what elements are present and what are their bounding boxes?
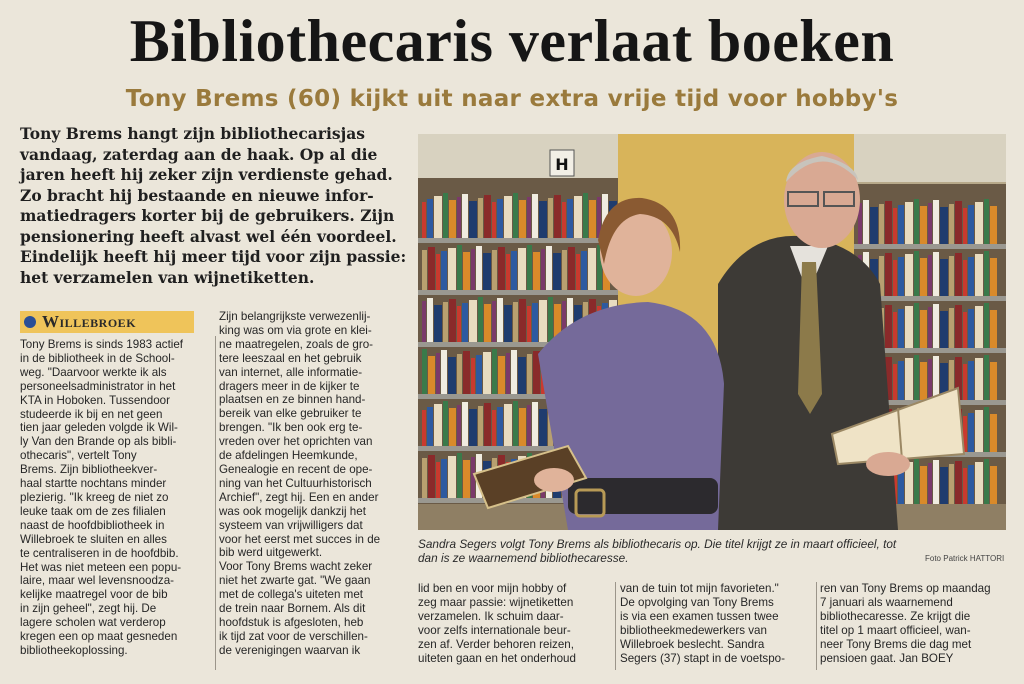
book-spine	[984, 199, 989, 244]
book-spine	[492, 410, 496, 446]
book-spine	[554, 195, 561, 238]
book-spine	[933, 252, 939, 296]
body-text-line: vreden over het oprichten van	[219, 435, 373, 449]
book-spine	[928, 203, 932, 244]
body-text-line: de verenigingen waarvan ik	[219, 643, 361, 657]
body-text-line: ly Van den Brande op als bibli-	[20, 435, 177, 449]
book-spine	[963, 468, 967, 504]
book-spine	[436, 353, 440, 394]
book-spine	[920, 258, 927, 296]
book-spine	[422, 410, 426, 446]
book-spine	[434, 196, 442, 238]
book-spine	[506, 254, 510, 290]
book-spine	[940, 311, 948, 348]
book-spine	[527, 405, 531, 446]
body-text-line: neer Tony Brems die dag met	[820, 637, 972, 651]
body-text-line: van internet, alle informatie-	[219, 365, 363, 379]
book-spine	[484, 403, 491, 446]
book-spine	[879, 204, 884, 244]
book-spine	[448, 456, 456, 498]
location-dot-icon	[24, 316, 36, 328]
book-spine	[955, 201, 962, 244]
body-column-5	[820, 582, 1010, 665]
book-spine	[928, 359, 932, 400]
book-spine	[463, 460, 470, 498]
book-spine	[457, 405, 461, 446]
body-text-line: te centraliseren in de hoofdbib.	[20, 546, 179, 560]
book-spine	[441, 251, 447, 290]
book-spine	[492, 202, 496, 238]
lead-line: jaren heeft hij zeker zijn verdienste gehad.	[20, 165, 393, 184]
lead-line: het verzamelen van wijnetiketten.	[20, 267, 315, 287]
book-spine	[984, 459, 989, 504]
book-spine	[984, 303, 989, 348]
body-text-line: kelijke maatregel voor de bib	[20, 588, 168, 602]
book-spine	[920, 362, 927, 400]
book-spine	[562, 202, 566, 238]
book-spine	[533, 252, 540, 290]
book-spine	[990, 362, 997, 400]
book-spine	[457, 245, 462, 290]
book-spine	[963, 364, 967, 400]
book-spine	[478, 406, 483, 446]
book-spine	[885, 305, 892, 348]
book-spine	[885, 253, 892, 296]
book-spine	[920, 206, 927, 244]
book-spine	[990, 466, 997, 504]
book-spine	[457, 306, 461, 342]
book-spine	[484, 304, 491, 342]
body-text-line: is via een examen tussen twee	[620, 609, 779, 623]
book-spine	[583, 193, 588, 238]
book-spine	[427, 298, 433, 342]
book-spine	[449, 200, 456, 238]
book-spine	[963, 312, 967, 348]
book-spine	[519, 200, 526, 238]
body-text-line: zen af. Verder behoren reizen,	[418, 637, 574, 651]
book-spine	[476, 246, 482, 290]
book-spine	[443, 401, 448, 446]
book-spine	[457, 453, 462, 498]
book-spine	[532, 303, 538, 342]
body-text-line: Tony Brems is sinds 1983 actief	[20, 338, 184, 351]
book-spine	[990, 206, 997, 244]
book-spine	[541, 249, 545, 290]
book-spine	[527, 354, 532, 394]
book-spine	[905, 306, 913, 348]
body-text-line: ik tijd zat voor de verschillen-	[219, 629, 368, 643]
book-spine	[434, 404, 442, 446]
book-spine	[893, 260, 897, 296]
body-text-line: titel op 1 maart officieel, wan-	[820, 623, 971, 637]
lead-line: Zo bracht hij bestaande en nieuwe infor-	[20, 185, 374, 205]
body-text-line: Segers (37) stapt in de voetspo-	[620, 651, 785, 665]
book-spine	[428, 455, 435, 498]
caption-line: Sandra Segers volgt Tony Brems als bibliothecaris op. Die titel krijgt ze in maart officieel, tot	[418, 537, 897, 551]
book-spine	[518, 357, 526, 394]
book-spine	[422, 301, 426, 342]
book-spine	[546, 246, 552, 290]
book-spine	[504, 404, 512, 446]
lead-line: Eindelijk heeft hij meer tijd voor zijn passie:	[20, 247, 407, 266]
book-spine	[975, 410, 983, 452]
book-spine	[441, 459, 447, 498]
book-spine	[576, 254, 580, 290]
body-text-line: studeerde ik bij en net geen	[20, 407, 163, 421]
body-text-line: Willebroek beslecht. Sandra	[620, 637, 765, 651]
book-spine	[428, 247, 435, 290]
book-spine	[457, 197, 461, 238]
book-spine	[968, 309, 974, 348]
body-text-line: personeelsadministrator in het	[20, 379, 176, 393]
body-text-line: De opvolging van Tony Brems	[620, 595, 774, 609]
book-spine	[562, 250, 567, 290]
book-spine	[968, 361, 974, 400]
book-spine	[476, 355, 482, 394]
book-spine	[905, 202, 913, 244]
body-text-line: bib werd uitgewerkt.	[219, 546, 323, 560]
body-text-line: ning van het Cultuurhistorisch	[219, 476, 372, 490]
book-spine	[539, 201, 547, 238]
book-spine	[527, 306, 531, 342]
book-spine	[893, 364, 897, 400]
book-spine	[513, 193, 518, 238]
body-text-line: pensioen gaat. Jan BOEY	[820, 651, 954, 665]
body-text-line: Het was niet meteen een popu-	[20, 560, 182, 574]
subheadline: Tony Brems (60) kijkt uit naar extra vrije tijd voor hobby's	[125, 86, 899, 112]
book-spine	[975, 358, 983, 400]
body-text-line: Willebroek te sluiten en alles	[20, 532, 167, 546]
book-spine	[469, 300, 477, 342]
book-spine	[498, 356, 505, 394]
body-column-4	[620, 582, 816, 665]
book-spine	[548, 198, 553, 238]
book-spine	[949, 308, 954, 348]
book-spine	[519, 299, 526, 342]
book-spine	[968, 257, 974, 296]
body-text-line: voor zelfs internationale beur-	[418, 623, 571, 637]
book-spine	[933, 304, 939, 348]
body-text-line: zeg maar passie: wijnetiketten	[418, 595, 574, 609]
body-text-line: voor het eerst met succes in de	[219, 532, 381, 546]
lead-line: vandaag, zaterdag aan de haak. Op al die	[20, 144, 378, 164]
book-spine	[519, 408, 526, 446]
book-spine	[471, 249, 475, 290]
body-text-line: Voor Tony Brems wacht zeker	[219, 560, 373, 574]
book-spine	[532, 194, 538, 238]
lead-line: pensionering heeft alvast wel één voordeel.	[20, 226, 397, 246]
book-spine	[898, 257, 904, 296]
book-spine	[968, 465, 974, 504]
body-text-line: in de bibliotheek in de School-	[20, 351, 175, 365]
book-spine	[870, 207, 878, 244]
lead-paragraph	[20, 124, 412, 288]
book-spine	[968, 413, 974, 452]
location-label	[20, 311, 194, 333]
book-spine	[933, 356, 939, 400]
book-spine	[497, 407, 503, 446]
book-spine	[863, 200, 869, 244]
book-spine	[955, 305, 962, 348]
book-spine	[469, 409, 477, 446]
book-spine	[539, 409, 547, 446]
book-spine	[422, 202, 426, 238]
book-spine	[984, 251, 989, 296]
lead-line: Tony Brems hangt zijn bibliothecarisjas	[20, 124, 365, 143]
book-spine	[940, 259, 948, 296]
book-spine	[933, 460, 939, 504]
book-spine	[436, 462, 440, 498]
body-text-line: haal startte nochtans minder	[20, 477, 167, 491]
body-text-line: Genealogie en recent de ope-	[219, 462, 373, 476]
body-text-line: 7 januari als waarnemend	[820, 595, 953, 609]
book-spine	[484, 195, 491, 238]
book-spine	[914, 199, 919, 244]
body-text-line: bibliotheekmedewerkers van	[620, 623, 767, 637]
book-spine	[513, 401, 518, 446]
shelf-sign: H	[555, 155, 569, 174]
caption-line: dan is ze waarnemend bibliothecaresse.	[418, 551, 629, 565]
body-text-line: othecaris", vertelt Tony	[20, 449, 137, 463]
book-spine	[504, 305, 512, 342]
shelf-board	[854, 244, 1006, 249]
book-spine	[955, 461, 962, 504]
book-spine	[483, 352, 491, 394]
book-spine	[498, 247, 505, 290]
book-spine	[441, 350, 447, 394]
book-spine	[949, 204, 954, 244]
book-spine	[984, 407, 989, 452]
book-spine	[497, 199, 503, 238]
book-spine	[428, 356, 435, 394]
body-column-1	[20, 338, 212, 658]
book-spine	[448, 248, 456, 290]
book-spine	[990, 414, 997, 452]
photo-caption	[418, 537, 1008, 565]
body-text-line: uiteten gaan en het onderhoud	[418, 651, 576, 665]
book-spine	[940, 467, 948, 504]
body-text-line: was ook mogelijk dankzij het	[219, 504, 366, 518]
book-spine	[504, 196, 512, 238]
book-spine	[462, 194, 468, 238]
book-spine	[568, 247, 575, 290]
lead-line: matiedragers korter bij de gebruikers. Zijn	[20, 206, 395, 225]
book-spine	[518, 248, 526, 290]
body-text-line: weg. "Daarvoor werkte ik als	[20, 365, 167, 379]
location-name: Willebroek	[42, 312, 137, 331]
book-spine	[567, 199, 573, 238]
book-spine	[483, 253, 491, 290]
shelf-board	[418, 238, 618, 243]
book-spine	[574, 196, 582, 238]
book-spine	[436, 254, 440, 290]
book-spine	[975, 254, 983, 296]
body-text-line: in zijn geheel", zegt hij. De	[20, 602, 157, 616]
book-spine	[443, 193, 448, 238]
body-text-line: Brems. Zijn bibliotheekver-	[20, 463, 158, 477]
book-spine	[506, 353, 510, 394]
book-spine	[955, 253, 962, 296]
book-spine	[448, 357, 456, 394]
book-spine	[928, 307, 932, 348]
book-spine	[463, 351, 470, 394]
book-spine	[548, 297, 553, 342]
body-text-line: brengen. "Ik ben ook erg te-	[219, 421, 363, 435]
body-text-line: niet het zwarte gat. "We gaan	[219, 574, 371, 588]
book-spine	[968, 205, 974, 244]
body-text-line: lagere scholen wat verderop	[20, 616, 166, 630]
book-spine	[914, 355, 919, 400]
body-text-line: van de tuin tot mijn favorieten."	[620, 582, 779, 595]
book-spine	[492, 301, 496, 342]
book-spine	[449, 408, 456, 446]
book-spine	[589, 200, 596, 238]
body-column-2	[219, 310, 411, 658]
body-text-line: plezierig. "Ik kreeg de niet zo	[20, 490, 169, 504]
book-spine	[427, 407, 433, 446]
book-spine	[963, 260, 967, 296]
body-text-line: kregen een op maat gesneden	[20, 630, 178, 644]
body-text-line: systeem van vrijwilligers dat	[219, 518, 363, 532]
body-text-line: Archief", zegt hij. Een en ander	[219, 490, 379, 504]
book-spine	[532, 402, 538, 446]
body-text-line: naast de hoofdbibliotheek in	[20, 518, 165, 532]
book-spine	[928, 255, 932, 296]
body-text-line: hoofdstuk is afgesloten, heb	[219, 615, 364, 629]
book-spine	[449, 299, 456, 342]
column-divider	[816, 582, 817, 670]
book-spine	[443, 302, 448, 342]
book-spine	[471, 358, 475, 394]
body-text-line: tere leeszaal en het gebruik	[219, 351, 362, 365]
shelf-board	[418, 290, 618, 295]
body-text-line: laire, maar wel levensnoodza-	[20, 574, 175, 588]
book-spine	[497, 298, 503, 342]
book-spine	[990, 258, 997, 296]
book-spine	[581, 251, 587, 290]
book-spine	[905, 254, 913, 296]
book-spine	[949, 464, 954, 504]
book-spine	[975, 202, 983, 244]
headline: Bibliothecaris verlaat boeken	[129, 8, 895, 74]
book-spine	[462, 303, 468, 342]
body-text-line: plaatsen en ze binnen hand-	[219, 393, 366, 407]
body-text-line: bibliothecaresse. Ze krijgt die	[820, 609, 971, 623]
book-spine	[427, 199, 433, 238]
book-spine	[463, 252, 470, 290]
book-spine	[893, 208, 897, 244]
book-spine	[434, 305, 442, 342]
book-spine	[422, 349, 427, 394]
article-photo	[418, 134, 1006, 530]
book-spine	[975, 306, 983, 348]
body-text-line: dragers meer in de kijker te	[219, 379, 360, 393]
book-spine	[898, 361, 904, 400]
book-spine	[914, 303, 919, 348]
book-spine	[905, 358, 913, 400]
book-spine	[469, 201, 477, 238]
book-spine	[963, 208, 967, 244]
book-spine	[511, 251, 517, 290]
body-text-line: bibliotheekoplossing.	[20, 643, 128, 657]
book-spine	[527, 245, 532, 290]
book-spine	[920, 310, 927, 348]
body-text-line: king was om via grote en klei-	[219, 323, 372, 337]
book-spine	[462, 402, 468, 446]
body-text-line: tien jaar geleden volgde ik Wil-	[20, 421, 178, 435]
book-spine	[920, 466, 927, 504]
body-text-line: lid ben en voor mijn hobby of	[418, 582, 567, 595]
book-spine	[928, 463, 932, 504]
body-text-line: leuke taak om de zes filialen	[20, 504, 166, 518]
book-spine	[511, 350, 517, 394]
column-divider	[615, 582, 616, 670]
body-text-line: verzamelen. Ik schuim daar-	[418, 609, 564, 623]
body-text-line: Zijn belangrijkste verwezenlij-	[219, 310, 371, 323]
book-spine	[898, 309, 904, 348]
body-text-line: ren van Tony Brems op maandag	[820, 582, 991, 595]
body-column-3	[418, 582, 614, 665]
book-spine	[422, 250, 427, 290]
book-spine	[539, 300, 547, 342]
book-spine	[527, 197, 531, 238]
body-text-line: ne maatregelen, zoals de gro-	[219, 337, 374, 351]
book-spine	[914, 251, 919, 296]
book-spine	[975, 462, 983, 504]
book-spine	[492, 349, 497, 394]
book-spine	[885, 201, 892, 244]
body-text-line: met de collega's uiteten met	[219, 588, 363, 602]
body-text-line: KTA in Hoboken. Tussendoor	[20, 393, 170, 407]
book-spine	[949, 256, 954, 296]
book-spine	[914, 459, 919, 504]
book-spine	[990, 310, 997, 348]
book-spine	[422, 458, 427, 498]
book-spine	[984, 355, 989, 400]
body-text-line: bereik van elke gebruiker te	[219, 407, 362, 421]
body-text-line: de afdelingen Heemkunde,	[219, 449, 358, 463]
photo-illustration	[418, 134, 1006, 530]
book-spine	[933, 200, 939, 244]
body-text-line: de trein naar Bornem. Als dit	[219, 602, 366, 616]
book-spine	[893, 312, 897, 348]
book-spine	[478, 198, 483, 238]
book-spine	[940, 207, 948, 244]
book-spine	[513, 302, 518, 342]
column-divider	[215, 336, 216, 670]
book-spine	[478, 297, 483, 342]
book-spine	[898, 205, 904, 244]
photo-credit: Foto Patrick HATTORI	[925, 554, 1005, 563]
book-spine	[492, 250, 497, 290]
book-spine	[457, 354, 462, 394]
book-spine	[553, 253, 561, 290]
book-spine	[588, 248, 596, 290]
